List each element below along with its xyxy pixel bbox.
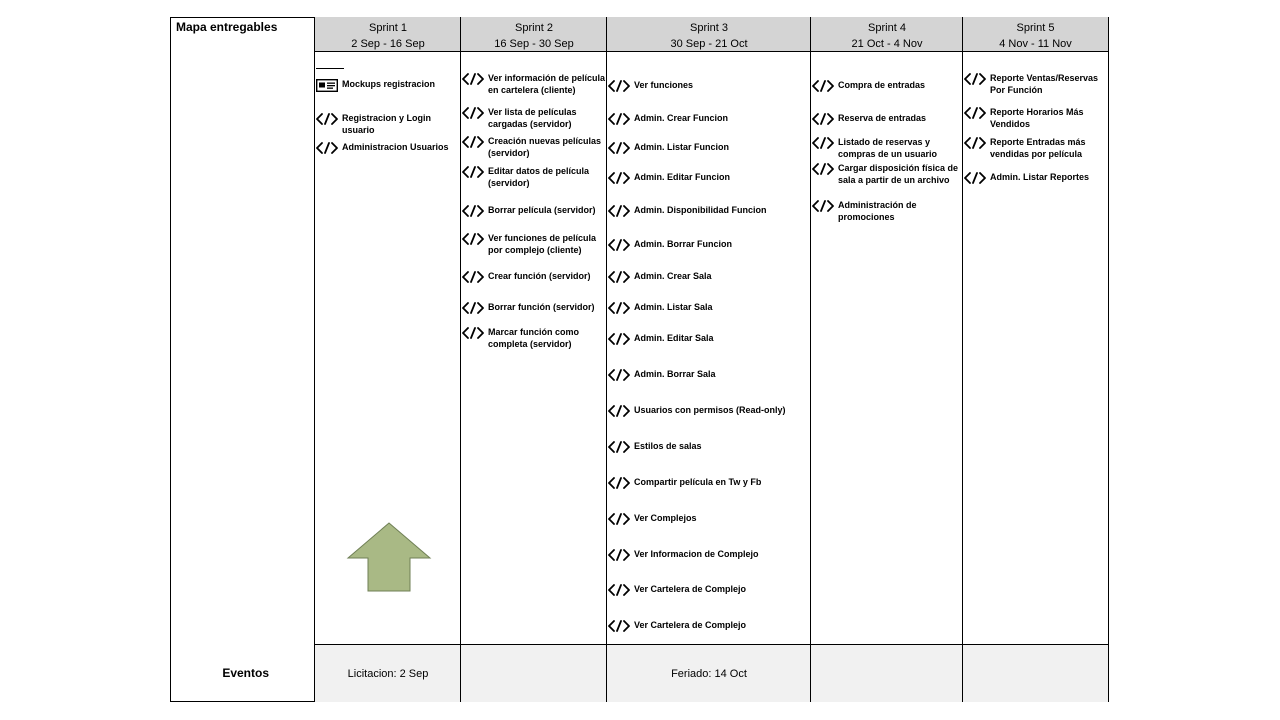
deliverable-item [462,165,608,189]
deliverable-label: Ver lista de películas cargadas (servidor) [488,107,577,129]
sprint-event [811,644,963,702]
deliverable-label: Ver Informacion de Complejo [634,549,759,559]
deliverable-item [608,512,808,526]
deliverable-item [608,204,808,218]
deliverable-item [608,270,808,284]
code-icon [608,512,630,526]
deliverable-item [964,106,1108,130]
deliverable-label: Estilos de salas [634,441,702,451]
code-icon [608,368,630,382]
code-icon [608,332,630,346]
deliverable-item [608,476,808,490]
deliverable-item [964,171,1108,185]
mockup-divider [316,68,344,69]
code-icon [462,301,484,315]
deliverable-label: Editar datos de película (servidor) [488,166,590,188]
deliverable-item [608,619,808,633]
deliverable-label: Admin. Listar Funcion [634,142,730,152]
deliverable-label: Ver funciones [634,80,694,90]
deliverable-label: Listado de reservas y compras de un usuario [838,137,938,159]
deliverable-item [964,72,1108,96]
deliverable-label: Creación nuevas películas (servidor) [488,136,602,158]
code-icon [608,171,630,185]
deliverable-item [608,238,808,252]
deliverable-label: Admin. Disponibilidad Funcion [634,205,767,215]
deliverable-label: Compartir película en Tw y Fb [634,477,762,487]
deliverable-label: Marcar función como completa (servidor) [488,327,580,349]
deliverable-item [608,141,808,155]
deliverable-item [462,301,608,315]
code-icon [964,136,986,150]
deliverable-item [462,232,608,256]
deliverable-label: Borrar película (servidor) [488,205,596,215]
code-icon [462,232,484,246]
deliverable-item [462,204,608,218]
sprint-event: Feriado: 14 Oct [607,644,811,702]
deliverable-item [812,199,962,223]
deliverable-item [462,270,608,284]
code-icon [964,171,986,185]
sprint-event: Licitacion: 2 Sep [315,644,461,702]
code-icon [608,548,630,562]
deliverable-label: Admin. Editar Funcion [634,172,730,182]
code-icon [316,112,338,126]
code-icon [812,136,834,150]
deliverable-label: Reserva de entradas [838,113,927,123]
deliverable-item [812,136,962,160]
deliverable-label: Cargar disposición física de sala a partir de un archivo [838,163,959,185]
deliverable-item [812,79,962,93]
code-icon [608,204,630,218]
sprint-name: Sprint 2 [515,22,553,34]
code-icon [462,135,484,149]
deliverable-label: Ver Complejos [634,513,697,523]
code-icon [812,199,834,213]
deliverable-label: Administracion Usuarios [342,142,449,152]
sprint-header [963,17,1108,52]
deliverable-label: Compra de entradas [838,80,926,90]
code-icon [608,440,630,454]
code-icon [608,583,630,597]
code-icon [608,619,630,633]
deliverable-label: Reporte Entradas más vendidas por película [990,137,1086,159]
deliverable-item [316,78,456,92]
deliverable-label: Registracion y Login usuario [342,113,432,135]
sprint-name: Sprint 1 [369,22,407,34]
deliverable-item [462,326,608,350]
deliverable-item [608,171,808,185]
deliverable-label: Ver información de película en cartelera (cliente) [488,73,606,95]
deliverable-item [608,368,808,382]
sprint-dates: 16 Sep - 30 Sep [494,38,574,50]
deliverable-label: Admin. Listar Reportes [990,172,1090,182]
sprint-name: Sprint 5 [1016,22,1055,34]
deliverable-label: Ver Cartelera de Complejo [634,620,747,630]
code-icon [462,326,484,340]
deliverable-label: Admin. Borrar Funcion [634,239,733,249]
code-icon [462,72,484,86]
deliverable-item [608,112,808,126]
code-icon [462,270,484,284]
deliverable-label: Mockups registracion [342,79,436,89]
code-icon [462,204,484,218]
deliverable-item [316,141,456,155]
code-icon [462,165,484,179]
code-icon [812,112,834,126]
code-icon [812,162,834,176]
deliverable-item [964,136,1108,160]
up-arrow-shape [348,523,430,591]
deliverable-item [462,72,608,96]
deliverable-label: Crear función (servidor) [488,271,591,281]
up-arrow-icon [346,521,434,594]
sprint-dates: 21 Oct - 4 Nov [851,38,923,50]
code-icon [316,141,338,155]
sprint-dates: 4 Nov - 11 Nov [999,38,1072,50]
deliverable-label: Reporte Horarios Más Vendidos [990,107,1084,129]
deliverable-item [462,106,608,130]
code-icon [608,404,630,418]
deliverable-item [608,79,808,93]
deliverable-item [316,112,456,136]
code-icon [608,301,630,315]
code-icon [608,476,630,490]
deliverable-item [462,135,608,159]
deliverable-label: Admin. Editar Sala [634,333,714,343]
sprint-event [461,644,607,702]
code-icon [608,141,630,155]
deliverable-label: Usuarios con permisos (Read-only) [634,405,786,415]
deliverable-label: Admin. Crear Sala [634,271,712,281]
sprint-event [963,644,1108,702]
code-icon [608,270,630,284]
deliverable-label: Ver funciones de película por complejo (cliente) [488,233,597,255]
deliverable-item [608,548,808,562]
deliverable-label: Ver Cartelera de Complejo [634,584,747,594]
deliverable-label: Borrar función (servidor) [488,302,595,312]
deliverable-label: Admin. Crear Funcion [634,113,729,123]
deliverable-label: Admin. Listar Sala [634,302,713,312]
sprint-header [811,17,963,52]
sprint-header [461,17,607,52]
code-icon [462,106,484,120]
code-icon [608,112,630,126]
code-icon [964,72,986,86]
sprint-header [315,17,461,52]
sprint-dates: 2 Sep - 16 Sep [351,38,425,50]
sprint-dates: 30 Sep - 21 Oct [670,38,748,50]
code-icon [608,238,630,252]
deliverable-item [608,440,808,454]
deliverable-item [608,583,808,597]
mockup-icon [316,78,338,92]
deliverable-label: Admin. Borrar Sala [634,369,716,379]
deliverable-item [608,404,808,418]
sprint-name: Sprint 4 [868,22,906,34]
deliverable-item [812,112,962,126]
events-row-label: Eventos [222,666,269,680]
deliverable-item [608,301,808,315]
code-icon [964,106,986,120]
sprint-name: Sprint 3 [690,22,728,34]
code-icon [608,79,630,93]
deliverable-label: Reporte Ventas/Reservas Por Función [990,73,1099,95]
code-icon [812,79,834,93]
deliverable-item [608,332,808,346]
deliverable-item [812,162,962,186]
sprint-header [607,17,811,52]
board-title: Mapa entregables [176,20,278,34]
deliverable-label: Administración de promociones [838,200,917,222]
